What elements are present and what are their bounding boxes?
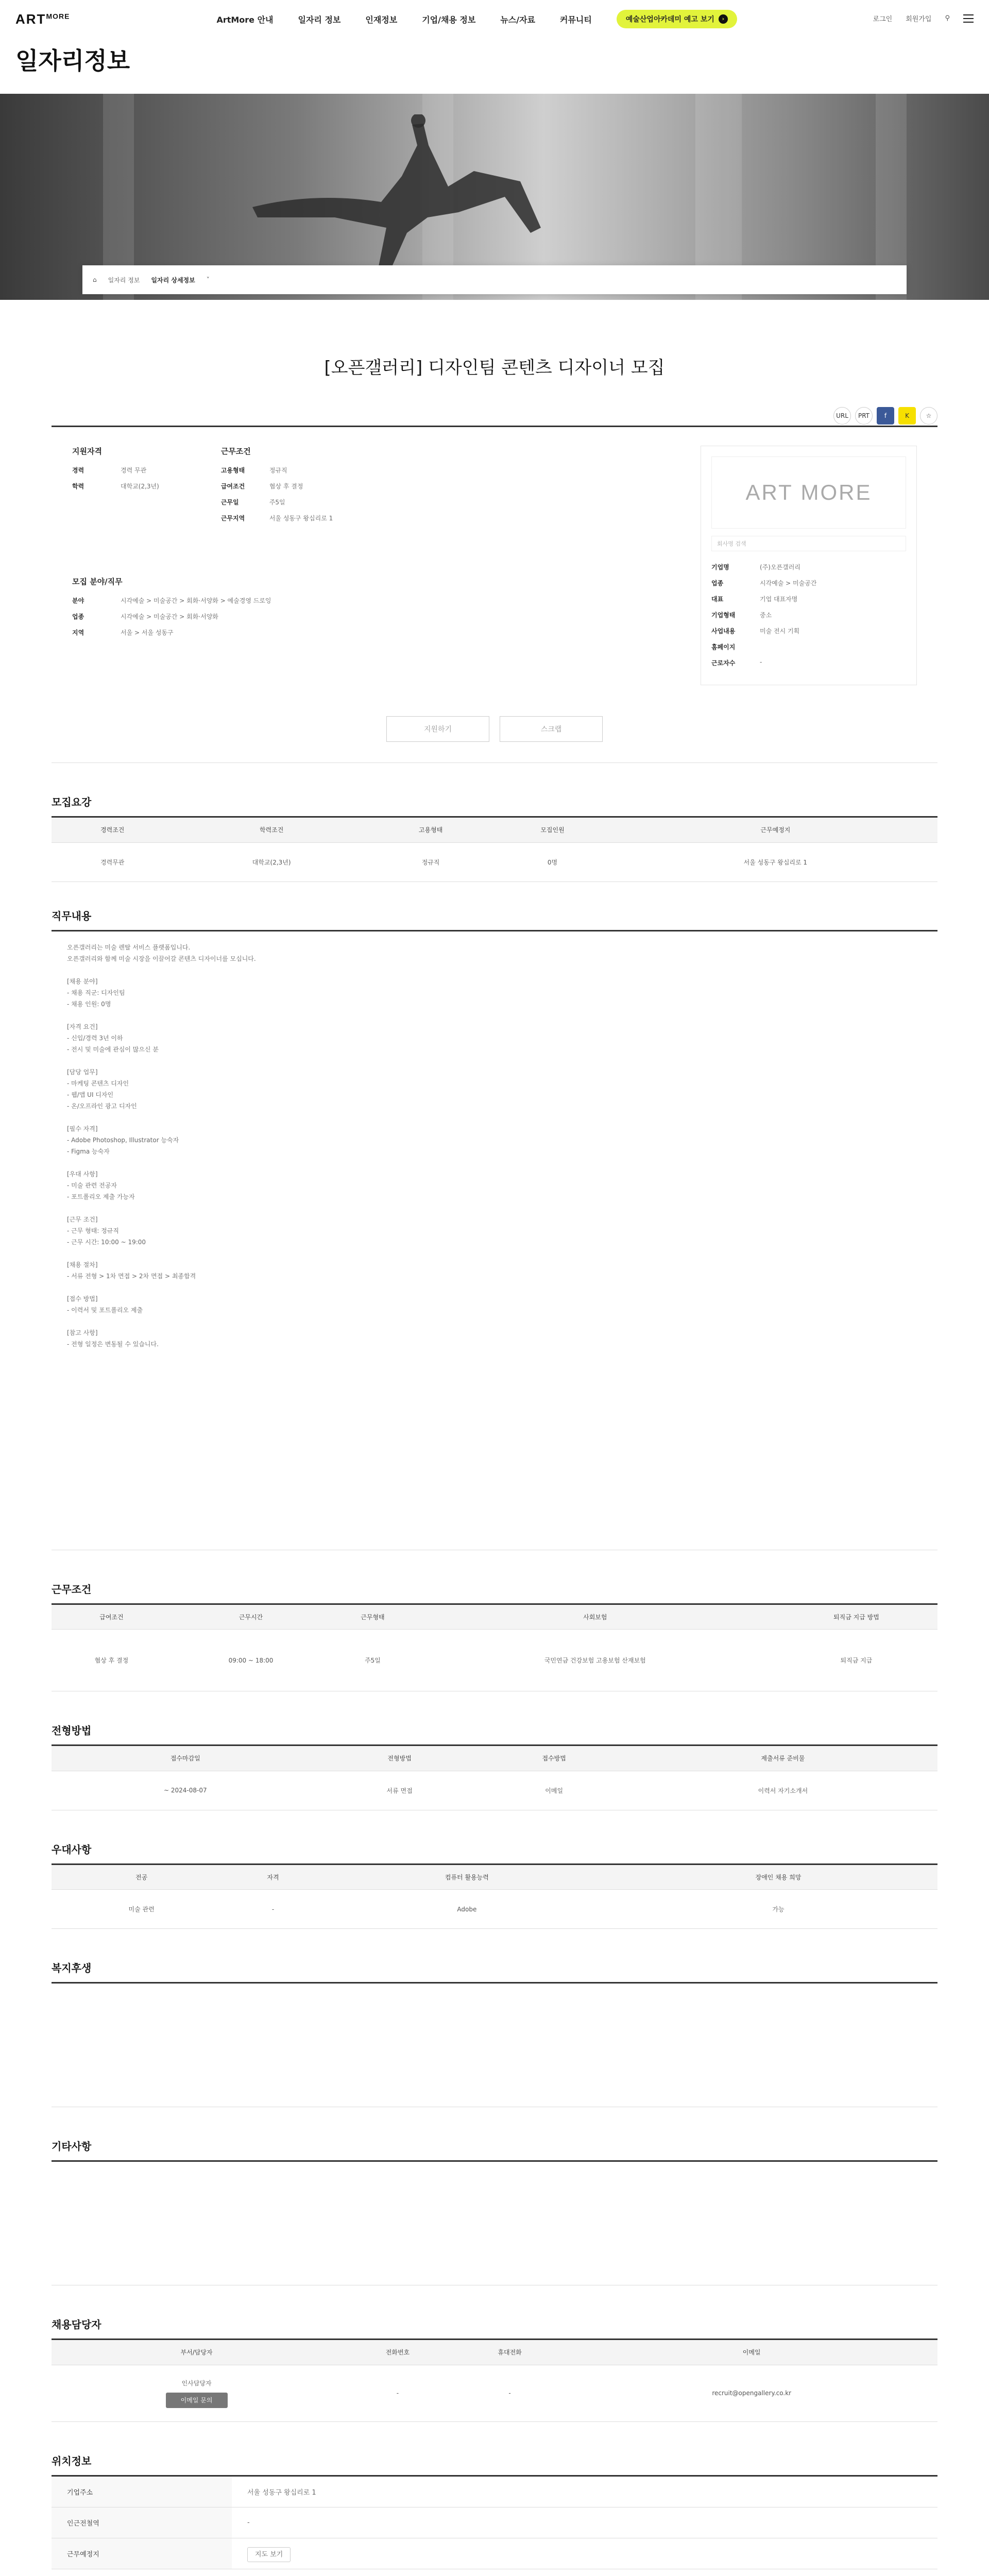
breadcrumb-item[interactable]: 일자리 정보 (108, 276, 140, 284)
value: 중소 (760, 612, 772, 619)
join-link[interactable]: 회원가입 (906, 15, 932, 23)
table-cell: 이메일 (480, 1771, 628, 1810)
company-logo: ART MORE (711, 456, 906, 529)
column-header: 장애인 채용 희망 (619, 1865, 937, 1890)
table-cell: 0명 (491, 842, 613, 882)
menu-item[interactable]: 기업/채용 정보 (422, 14, 476, 25)
value: 서울 > 서울 성동구 (121, 629, 174, 636)
value: 미술 전시 기획 (760, 628, 800, 635)
menu-item[interactable]: ArtMore 안내 (216, 14, 274, 25)
kakao-icon[interactable]: K (898, 407, 916, 425)
contact-email-button[interactable]: 이메일 문의 (166, 2393, 228, 2408)
table-row (52, 1771, 937, 1810)
table-row (52, 1630, 937, 1691)
etc-body (52, 2162, 937, 2285)
work-table (52, 1605, 937, 1692)
label: 대표 (711, 596, 724, 603)
menu-item[interactable]: 인재정보 (365, 14, 398, 25)
duty-text: 오픈갤러리는 미술 렌탈 서비스 플랫폼입니다. 오픈갤러리와 함께 미술 시장을 이끌어갈 콘텐츠 디자이너를 모십니다. [채용 분야] - 채용 직군: 디자인팀 - 채용 인원: 0명 [자격 요건] - 신입/경력 3년 이하 - 전시 및 미술에 관심이 많으신 분 [담당 업무] - 마케팅 콘텐츠 디자인 - 웹/앱 UI 디자인 - 온/오프라인 광고 디자인 [필수 자격] - Adobe Photoshop, Illustrator 능숙자 - Figma 능숙자 [우대 사항] - 미술 관련 전공자 - 포트폴리오 제출 가능자 [근무 조건] - 근무 형태: 정규직 - 근무 시간: 10:00 ~ 19:00 [채용 절차] - 서류 전형 > 1차 면접 > 2차 면접 > 최종합격 [접수 방법] - 이력서 및 포트폴리오 제출 [참고 사항] - 전형 일정은 변동될 수 있습니다. (67, 943, 256, 1348)
column-header: 접수마감일 (52, 1746, 319, 1771)
star-icon[interactable]: ☆ (920, 407, 937, 425)
arrow-right-icon: › (719, 14, 728, 24)
share-bar (833, 407, 937, 425)
link-icon[interactable]: URL (833, 407, 851, 425)
print-icon[interactable]: PRT (855, 407, 873, 425)
work-heading: 근무조건 (220, 447, 251, 456)
label: 홈페이지 (711, 643, 736, 651)
section-title: 위치정보 (52, 2454, 92, 2467)
label: 분야 (72, 597, 84, 604)
section-title: 직무내용 (52, 909, 92, 922)
section-title: 모집요강 (52, 796, 92, 808)
section-title: 전형방법 (52, 1724, 92, 1737)
breadcrumb-current[interactable]: 일자리 상세정보 (151, 276, 195, 284)
section-title: 채용담당자 (52, 2318, 101, 2331)
chevron-down-icon[interactable]: ˅ (206, 276, 210, 283)
value: 기업 대표자명 (760, 596, 798, 603)
menu-item[interactable]: 일자리 정보 (298, 14, 341, 25)
label: 업종 (711, 580, 724, 587)
section-title: 근무조건 (52, 1583, 92, 1596)
table-cell: 경력무관 (52, 842, 173, 882)
table-cell: - (342, 2365, 454, 2421)
column-header: 전형방법 (319, 1746, 480, 1771)
value: (주)오픈갤러리 (760, 564, 800, 571)
section-title: 복지후생 (52, 1962, 92, 1974)
company-card (701, 446, 917, 685)
table-cell: 서울 성동구 왕십리로 1 (613, 842, 937, 882)
academy-button[interactable]: 예술산업아카데미 예고 보기 › (617, 10, 737, 28)
breadcrumb (82, 265, 907, 294)
table-cell: 국민연금 건강보험 고용보험 산재보험 (415, 1630, 775, 1691)
column-header: 근무예정지 (613, 818, 937, 842)
table-cell: 서류 면접 (319, 1771, 480, 1810)
global-nav (0, 0, 989, 38)
util-nav (873, 13, 974, 23)
table-cell: Adobe (315, 1890, 619, 1929)
preference-table (52, 1865, 937, 1929)
column-header: 제출서류 준비물 (628, 1746, 937, 1771)
search-icon[interactable]: ⚲ (945, 14, 950, 22)
column-header: 전화번호 (342, 2340, 454, 2365)
field-heading: 모집 분야/직무 (72, 577, 123, 586)
map-button[interactable]: 지도 보기 (247, 2547, 291, 2562)
dancer-illustration (232, 114, 551, 279)
site-logo[interactable]: $ART^{MORE}$ (15, 11, 70, 27)
table-row (52, 2365, 937, 2421)
table-cell: 협상 후 결정 (52, 1630, 172, 1691)
scrap-button[interactable]: 스크랩 (500, 716, 603, 742)
apply-button[interactable]: 지원하기 (386, 716, 489, 742)
value: 협상 후 결정 (269, 483, 303, 490)
company-search-input[interactable]: 회사명 검색 (711, 536, 906, 551)
label: 근로자수 (711, 659, 736, 667)
label: 경력 (72, 467, 84, 474)
table-cell: 인사담당자 이메일 문의 (52, 2365, 342, 2421)
column-header: 모집인원 (491, 818, 613, 842)
table-cell: - (454, 2365, 566, 2421)
value: 시각예술 > 미술공간 (760, 580, 817, 587)
label: 학력 (72, 483, 84, 490)
label: 업종 (72, 613, 84, 620)
menu-icon[interactable] (963, 14, 974, 23)
main-menu (216, 10, 737, 28)
table-cell: 정규직 (370, 842, 491, 882)
column-header: 경력조건 (52, 818, 173, 842)
value: 시각예술 > 미술공간 > 회화·서양화 > 예술경영 드로잉 (121, 597, 271, 604)
facebook-icon[interactable]: f (877, 407, 894, 425)
table-cell: ~ 2024-08-07 (52, 1771, 319, 1810)
label: 사업내용 (711, 628, 736, 635)
value: 경력 무관 (121, 467, 147, 474)
column-header: 컴퓨터 활용능력 (315, 1865, 619, 1890)
value: 정규직 (269, 467, 287, 474)
value: 시각예술 > 미술공간 > 회화·서양화 (121, 613, 218, 620)
location-row: 인근전철역 - (52, 2507, 937, 2538)
column-header: 학력조건 (173, 818, 369, 842)
job-title: [오픈갤러리] 디자인팀 콘텐츠 디자이너 모집 (324, 358, 665, 378)
table-cell: recruit@opengallery.co.kr (566, 2365, 937, 2421)
section-title: 우대사항 (52, 1843, 92, 1856)
table-cell: - (231, 1890, 314, 1929)
column-header: 사회보험 (415, 1605, 775, 1630)
column-header: 퇴직금 지급 방법 (775, 1605, 937, 1630)
menu-item[interactable]: 커뮤니티 (560, 14, 592, 25)
table-cell: 대학교(2,3년) (173, 842, 369, 882)
table-cell: 미술 관련 (52, 1890, 231, 1929)
column-header: 부서/담당자 (52, 2340, 342, 2365)
process-table (52, 1746, 937, 1810)
label: 근무지역 (220, 515, 245, 522)
table-row (52, 1890, 937, 1929)
value: 주5일 (269, 499, 285, 506)
menu-item[interactable]: 뉴스/자료 (500, 14, 536, 25)
welfare-body (52, 1984, 937, 2107)
table-cell: 가능 (619, 1890, 937, 1929)
label: 근무일 (220, 499, 239, 506)
login-link[interactable]: 로그인 (873, 15, 893, 23)
label: 고용형태 (220, 467, 245, 474)
label: 급여조건 (220, 483, 245, 490)
column-header: 접수방법 (480, 1746, 628, 1771)
table-cell: 퇴직금 지급 (775, 1630, 937, 1691)
location-row: 근무예정지 지도 보기 (52, 2538, 937, 2569)
column-header: 전공 (52, 1865, 231, 1890)
contact-table (52, 2340, 937, 2422)
value: 서울 성동구 왕십리로 1 (269, 515, 333, 522)
home-icon[interactable]: ⌂ (93, 276, 97, 283)
column-header: 근무시간 (172, 1605, 330, 1630)
column-header: 자격 (231, 1865, 314, 1890)
column-header: 근무형태 (330, 1605, 415, 1630)
job-summary (52, 427, 937, 685)
label: 지역 (72, 629, 84, 636)
location-row: 기업주소 서울 성동구 왕십리로 1 (52, 2477, 937, 2507)
page-title: 일자리정보 (15, 47, 130, 75)
recruit-heading: 지원자격 (72, 447, 102, 456)
table-cell: 09:00 ~ 18:00 (172, 1630, 330, 1691)
column-header: 고용형태 (370, 818, 491, 842)
value: - (760, 658, 762, 666)
table-row (52, 842, 937, 882)
column-header: 휴대전화 (454, 2340, 566, 2365)
label: 기업명 (711, 564, 729, 571)
section-title: 기타사항 (52, 2140, 92, 2153)
column-header: 급여조건 (52, 1605, 172, 1630)
value: 대학교(2,3년) (121, 483, 159, 490)
table-cell: 주5일 (330, 1630, 415, 1691)
label: 기업형태 (711, 612, 736, 619)
table-cell: 이력서 자기소개서 (628, 1771, 937, 1810)
column-header: 이메일 (566, 2340, 937, 2365)
recruit-table (52, 818, 937, 882)
